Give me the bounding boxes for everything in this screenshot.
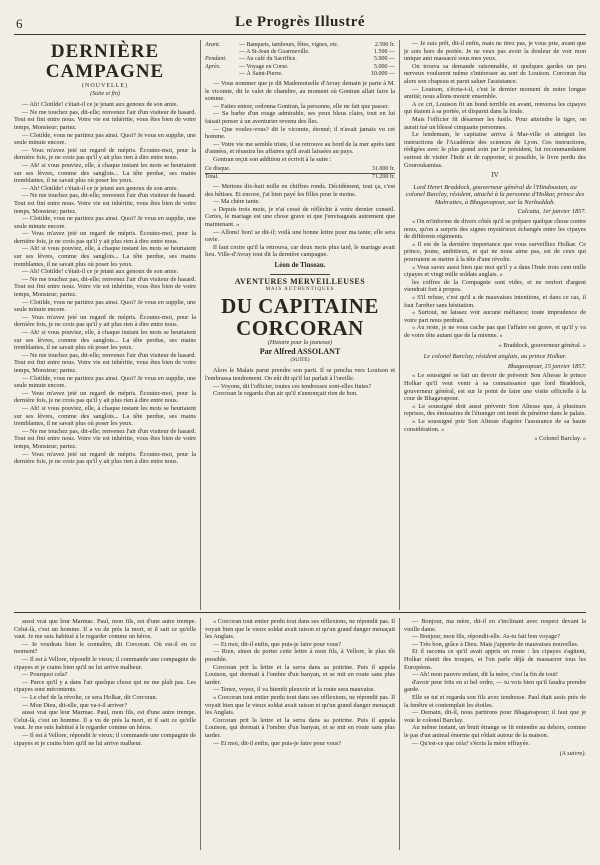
paragraph: les coffres de la Compagnie sont vides, et ne renfort d'argent viendrait fort à propos.: [404, 278, 586, 294]
column-rule: [399, 40, 400, 610]
paragraph: « Le soussigné se fait un devoir de prévenir Son Altesse le prince Holkar qu'il veut venir à sa connaissance que lord Braddock, gouverneur général, est sur le point de faire une visite officielle à la cour de Bhagavapour.: [404, 372, 586, 403]
paragraph: On trouva sa demande raisonnable, et quelques gardes un peu nerveux voulurent même s'intéresser au sort de Louison. Corcoran ôta alors son chapeau et parut saluer l'assistance.: [404, 62, 586, 85]
paragraph: — Votre vie me semble triste, il se retrouve au bord de la mer après tant d'années, et réussira les affaires qu'il avait laissées au pays.: [205, 140, 395, 156]
paragraph: Alors le Malais parut prendre son parti. Il se pencha vers Louison et l'embrassa tendrement. On eût dit qu'il lui parlait à l'oreille.: [205, 367, 395, 383]
paragraph: « On m'informe de divers côtés qu'il se prépare quelque chose contre nous, qu'on a surpris des signes mystérieux échangés entre les cipayes de différents régiments.: [404, 218, 586, 241]
feuilleton-signature: Léon de Tinseau.: [274, 260, 326, 269]
row-text: — Banquets, tambours, fêtes, vignes, etc.: [239, 42, 339, 48]
accounts-column: [205, 40, 395, 610]
paragraph: Mais l'officier fit désarmer les fusils. Pour atteindre le tigre, on aurait tué un blessé cinquante personnes.: [404, 115, 586, 131]
paragraph: — Tenez, voyez, il va bientôt pleuvoir et la route sera mauvaise.: [213, 686, 376, 694]
accounts-row: [205, 56, 395, 63]
feuilleton-title: DERNIÈRE CAMPAGNE: [45, 41, 165, 82]
paragraph: Elle se tut et regarda son fils avec tendresse. Paul était assis près de la fenêtre et contemplait les étoiles.: [404, 693, 586, 709]
column-rule: [200, 618, 201, 850]
letter-place-date: Bhagavapour, 15 janvier 1857.: [507, 362, 586, 370]
paragraph: — Vous m'avez jeté un regard de mépris. Écoutez-moi, pour la dernière fois, je ne crois pas qu'il y ait plus rien à dire entre nous.: [14, 230, 196, 245]
row-text: — Au café du Sacrifice.: [239, 56, 297, 63]
paragraph: — Rien, sinon de porter cette lettre à mon fils, à Vellore, le plus tôt possible.: [205, 648, 395, 663]
paragraph: — Ne me touchez pas, dit-elle; renvenez l'air d'un visiteur de hasard. Tout est fini entre nous. Votre vie est inhéritie, vous êtes bien de votre temps, Monsieur; partez.: [14, 275, 196, 299]
story-subtitle: (Histoire pour la jeunesse): [267, 339, 333, 346]
paragraph: « Le soussigné prie Son Altesse d'agréer l'assurance de sa haute considération. »: [404, 417, 586, 433]
column-rule: [399, 618, 400, 850]
paragraph: « Il est de la dernière importance que vous surveilliez Holkar. Ce prince, jeune, ambitieux, et qui ne nous aime pas, est de ceux qui pourraient se mettre à la tête d'une révolte.: [404, 240, 586, 264]
paragraph: — Bonjour, mon fils, répondit-elle. As-tu fait bon voyage?: [412, 633, 560, 641]
letter-heading: Le colonel Barclay, résident anglais, au prince Holkar.: [423, 353, 567, 361]
paragraph: — Demain, dit-il, nous partirons pour Bhagavapour; il faut que je voie le colonel Barclay.: [404, 709, 586, 724]
paragraph: A ce cri, Louison fit un bond terrible en avant, renversa les cipayes qui étaient à sa portée, et disparut dans la foule.: [404, 100, 586, 116]
paragraph: — Ah! si vous pouviez, elle, à chaque instant les mots se heurtaient sur ses lèvres, comme des sanglots... La tête perdue, ses mains tremblantes, il ne savait plus où poser les yeux.: [14, 404, 196, 428]
story-kicker: AVENTURES MERVEILLEUSES: [234, 277, 366, 287]
row-label: Pendant.: [205, 56, 227, 63]
paragraph: « Surtout, ne laissez voir aucune méfiance; toute imprudence de votre part nous perdrait.: [404, 309, 586, 324]
accounts-table: [205, 42, 395, 78]
paragraph: — Vous m'avez jeté un regard de mépris. Écoutez-moi, pour la dernière fois, je ne crois pas qu'il y ait plus rien à dire entre nous.: [14, 146, 196, 162]
to-be-continued: (A suivre).: [559, 750, 586, 758]
row-amount: 5.000 —: [374, 63, 395, 70]
letter-place-date: Calcutta, 1er janvier 1857.: [517, 208, 586, 216]
paragraph: — Très bon, grâce à Dieu. Mais j'apporte de mauvaises nouvelles.: [412, 640, 579, 648]
paragraph: — Allons! bon! se dit-il; voilà une bonne lettre pour ma tante; elle sera ravie.: [205, 228, 395, 244]
paragraph: — Louison, s'écria-t-il, c'est le dernier moment de notre longue amitié; nous allons mourir ensemble.: [404, 85, 586, 101]
paragraph: « Corcoran tout entier perdu tout dans ses réflexions, ne répondit pas. Il voyait bien que le vieux soldat avait raison et qu'un grand danger menaçait les Anglais.: [205, 693, 395, 717]
accounts-row: [205, 64, 395, 71]
corcoran-column: [404, 40, 586, 610]
paragraph: — Ah! mon pauvre enfant, dit la mère, c'est la fin de tout!: [412, 671, 558, 679]
paragraph: « S'il refuse, c'est qu'il a de mauvaises intentions, et dans ce cas, il faut l'arrêter sans hésitation.: [404, 294, 586, 309]
page-number: 6: [16, 16, 23, 31]
paragraph: — Clotilde, vous ne partirez pas ainsi. Quoi? Je vous en supplie, une seule minute encore.: [14, 374, 196, 390]
row-label: [205, 49, 239, 56]
paragraph: — Sa barbe d'un rouge admirable, ses yeux bleus clairs, tout en lui faisait penser à un aventurier revenu des îles.: [205, 110, 395, 125]
paragraph: — Ah! Clotilde! c'était-il ce je jetant aux genoux de son amie.: [22, 101, 179, 109]
paragraph: — Et moi, dit-il enfin, que puis-je faire pour vous?: [213, 640, 342, 648]
section-number: IV: [491, 171, 499, 180]
total-label: Ce disque.: [205, 165, 231, 172]
paragraph: — Ah! si vous pouviez, elle, à chaque instant les mots se heurtaient sur ses lèvres, comme des sanglots... La tête perdue, ses mains tremblantes, il ne savait plus où poser les yeux.: [14, 161, 196, 185]
row-text: — A St-Jean de Goarmeville.: [239, 49, 310, 56]
paragraph: — Ne me touchez pas, dit-elle; renvenez l'air d'un visiteur de hasard. Tout est fini entre nous. Votre vie est inhéritie, vous êtes bien de votre temps, Monsieur; partez.: [14, 427, 196, 450]
feuilleton-column: [14, 40, 196, 610]
paragraph: — Vous nommer que je dit Mademoiselle d'Avray demain je parte à M. le vicomte, dit le valet de chambre, au moment où Gontran allait faire la somme.: [205, 80, 395, 103]
paragraph: Corcoran le regarda d'un air qu'il n'annonçait rien de bon.: [213, 390, 358, 398]
accounts-row: [205, 49, 395, 56]
paragraph: — Le chef de la révolte, ce sera Holkar, dit Corcoran.: [22, 693, 158, 701]
masthead: Le Progrès Illustré: [234, 14, 366, 30]
row-label: Après.: [205, 63, 221, 70]
paragraph: Gontran reçut son addition et écrivit à la suite :: [213, 155, 332, 163]
paragraph: — Qu'est-ce que cela? s'écria la mère effrayée.: [412, 739, 530, 747]
paragraph: Et il raconta ce qu'il avait appris en route : les cipayes s'agitent, Holkar réunit des troupes, et l'on parle déjà de massacrer tous les Européens.: [404, 648, 586, 671]
letter-signer: « Colonel Barclay. »: [534, 435, 586, 443]
paragraph: « Au reste, je ne vous cache pas que l'affaire est grave, et qu'il y va de votre tête autant que de la mienne. »: [404, 324, 586, 339]
paragraph: — Voyons, dit l'officier, toutes ces tendresses sont-elles finies?: [213, 382, 372, 390]
paragraph: — Que voulez-vous? dit le vicomte, étonné; il n'avait jamais vu cet homme.: [205, 125, 395, 141]
total-label: Total.: [205, 173, 219, 180]
row-amount: 2.500 fr.: [374, 42, 395, 48]
paragraph: Corcoran prit la lettre et la serra dans sa poitrine. Puis il appela Louison, qui dormait à l'ombre d'un banyan, et se mit en route sans plus tarder.: [205, 716, 395, 739]
paragraph: aussi vrai que leur Marmac. Paul, mon fils, est d'une autre trempe. Celui-là, c'est un homme. Il a vu de près la mort, et il sait ce qu'elle vaut. Je me suis habitué à le regarder comme un héros.: [14, 618, 196, 641]
totals-table: [205, 166, 395, 181]
paragraph: — Ah! si vous pouviez, elle, à chaque instant les mots se heurtaient sur ses lèvres, comme des sanglots... La tête perdue, ses mains tremblantes, il ne savait plus où poser les yeux.: [14, 329, 196, 352]
row-text: — Voyage en Corse.: [239, 63, 289, 70]
paragraph: « Depuis trois mois, je n'ai cessé de réfléchir à votre dernier conseil. Certes, le mariage est une chose grave et que j'envisageais autrement que maintenant. »: [205, 205, 395, 228]
row-label: Avant.: [205, 42, 221, 48]
feuilleton-suite: (Suite et fin): [90, 90, 120, 97]
total-row: [205, 166, 395, 174]
paragraph: Le lendemain, le capitaine arriva à Mar-ville et atteignit les instructions de l'Académie des sciences de Lyon. Ces instructions, rédigées avec le plus grand soin par le président, lui recommandaient surtout de visiter l'Inde et de rapporter, si possible, le livre perdu des Gouroukamtas.: [404, 131, 586, 169]
paragraph: — Bonjour, ma mère, dit-il en s'inclinant avec respect devant la vieille dame.: [404, 618, 586, 633]
story-author: Par Alfred ASSOLANT: [259, 347, 341, 357]
feuilleton-subtitle: (NOUVELLE): [82, 83, 128, 89]
section-rule: [14, 612, 586, 613]
paragraph: — Ah! si vous pouviez, elle, à chaque instant les mots se heurtaient sur ses lèvres, comme des sanglots... La tête perdue, ses mains tremblantes, il ne savait plus où poser les yeux.: [14, 245, 196, 268]
page-header: [14, 14, 586, 35]
accounts-row: [205, 42, 395, 49]
accounts-row: [205, 71, 395, 78]
paragraph: Il faut croire qu'il la retrouva, car deux mois plus tard, le mariage avait lieu. Ville-d'Avray tout dit la dernière campagne.: [205, 243, 395, 259]
paragraph: aussi vrai que leur Marmac. Paul, mon fils, est d'une autre trempe. Celui-là, c'est un homme. Il a vu de près la mort, et il sait ce qu'elle vaut. Je me suis habitué à le regarder comme un héros.: [14, 709, 196, 732]
paragraph: « Corcoran tout entier perdu tout dans ses réflexions, ne répondit pas. Il voyait bien que le vieux soldat avait raison et qu'un grand danger menaçait les Anglais.: [205, 618, 395, 641]
paragraph: — Parce qu'il y a dans l'air quelque chose qui ne me plaît pas. Les cipayes sont mécontents.: [14, 678, 196, 694]
separator: [270, 274, 330, 275]
paragraph: — Ne me touchez pas, dit-elle; renvenez l'air d'un visiteur de hasard. Tout est fini entre nous. Votre vie est inhéritie, vous êtes bien de votre temps, Monsieur; partez.: [14, 192, 196, 215]
story-suite: (SUITE): [290, 356, 310, 363]
letter-heading: Lord Henri Braddock, gouverneur général de l'Hindoustan, au colonel Barclay, résident, attaché à la personne d'Holkar, prince des Mahrattes, à Bhagavapour, sur la Nerbuddah.: [405, 183, 585, 206]
paragraph: Corcoran prit la lettre et la serra dans sa poitrine. Puis il appela Louison, qui dormait à l'ombre d'un banyan, et se mit en route sans plus tarder.: [205, 663, 395, 686]
paragraph: — Ah! Clotilde! c'était-il ce je jetant aux genoux de son amie.: [22, 184, 179, 192]
bottom-column-1: [14, 618, 196, 850]
paragraph: — Ne me touchez pas, dit-elle; renvenez l'air d'un visiteur de hasard. Tout est fini entre nous. Votre vie est inhéritie, vous êtes bien de votre temps, Monsieur; partez.: [14, 351, 196, 374]
paragraph: — Ne me touchez pas, dit-elle; renvenez l'air d'un visiteur de hasard. Tout est fini entre nous. Votre vie est inhéritie, vous êtes bien de votre temps, Monsieur; partez.: [14, 108, 196, 131]
paragraph: Au même instant, un bruit étrange se fit entendre au dehors, comme le pas d'un animal énorme qui rôdait autour de la maison.: [404, 724, 586, 739]
paragraph: « Vous savez aussi bien que moi qu'il y a dans l'Inde trois cent mille cipayes et vingt mille soldats anglais. »: [404, 263, 586, 279]
paragraph: — Et moi, dit-il enfin, que puis-je faire pour vous?: [213, 739, 342, 747]
paragraph: — Mon Dieu, dit-elle, que va-t-il arriver?: [22, 701, 127, 709]
paragraph: — Clotilde, vous ne partirez pas ainsi. Quoi? Je vous en supplie, une seule minute encore.: [14, 298, 196, 314]
letter-signer: « Braddock, gouverneur général. »: [498, 341, 586, 349]
paragraph: — Je voudrais bien le connaître, dit Corcoran. Où est-il en ce moment?: [14, 640, 196, 656]
paragraph: — Clotilde, vous ne partirez pas ainsi. Quoi? Je vous en supplie, une seule minute encore.: [14, 131, 196, 147]
paragraph: — Vous m'avez jeté un regard de mépris. Écoutez-moi, pour la dernière fois, je ne crois pas qu'il y ait plus rien à dire entre nous.: [14, 313, 196, 329]
paragraph: — Il est à Vellore, répondit le vieux; il commande une compagnie de cipayes et je crains bien qu'il ne lui arrive malheur.: [14, 731, 196, 747]
story-kicker-2: MAIS AUTHENTIQUES: [265, 287, 335, 293]
paragraph: — Il est à Vellore, répondit le vieux; il commande une compagnie de cipayes et je crains bien qu'il ne lui arrive malheur.: [14, 655, 196, 671]
row-text: — À Saint-Pierre.: [239, 70, 283, 77]
paragraph: — Vous m'avez jeté un regard de mépris. Écoutez-moi, pour la dernière fois, je ne crois pas qu'il y ait plus rien à dire entre nous.: [14, 450, 196, 466]
total-row: [205, 173, 395, 181]
bottom-column-2: [205, 618, 395, 850]
paragraph: — Pourquoi cela?: [22, 671, 68, 679]
paragraph: d'avoir peur frits en si bel ordre, — tu vois bien qu'il faudra prendre garde.: [404, 678, 586, 694]
paragraph: — Faites entrer, ordonna Gontran, la personne, elle ne fait que passer.: [213, 102, 389, 110]
row-amount: 1.500 —: [374, 49, 395, 56]
row-amount: 5.900 —: [374, 56, 395, 63]
paragraph: — Mettons dix-huit mille en chiffres ronds. Décidément, tout ça, c'est des bêtises. Et encore, j'ai bien payé les filles pour le moins.: [205, 182, 395, 198]
column-rule: [200, 40, 201, 610]
total-amount: 71.200 fr.: [371, 173, 395, 180]
row-amount: 10.000 —: [371, 70, 395, 77]
total-amount: 31.000 fr.: [371, 165, 395, 172]
paragraph: — Ma chère tante.: [213, 198, 260, 206]
story-title: DU CAPITAINE CORCORAN: [221, 293, 379, 340]
paragraph: — Clotilde, vous ne partirez pas ainsi. Quoi? Je vous en supplie, une seule minute encore.: [14, 215, 196, 230]
paragraph: — Ah! Clotilde! c'était-il ce je jetant aux genoux de son amie.: [22, 268, 179, 276]
bottom-column-3: [404, 618, 586, 850]
paragraph: — Je suis prêt, dit-il enfin, mais ne tirez pas, je vous prie, avant que je sois hors de portée. Je ne veux pas avoir la douleur de voir mon unique ami massacré sous mes yeux.: [404, 40, 586, 63]
paragraph: « Le soussigné doit aussi prévenir Son Altesse que, à plusieurs reprises, des émissaires de l'étranger ont tenté de pénétrer dans le palais.: [404, 402, 586, 418]
row-label: [205, 71, 239, 78]
paragraph: — Vous m'avez jeté un regard de mépris. Écoutez-moi, pour la dernière fois, je ne crois pas qu'il y ait plus rien à dire entre nous.: [14, 389, 196, 405]
